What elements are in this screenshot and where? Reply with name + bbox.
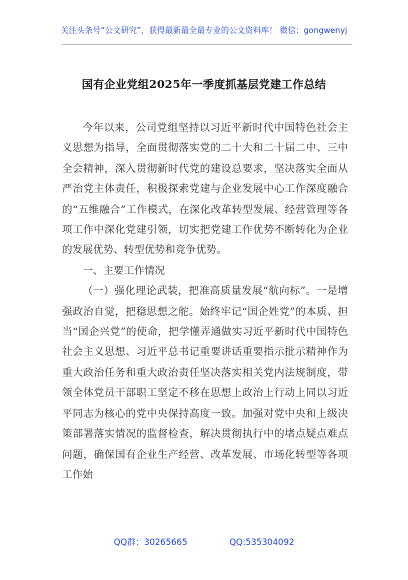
section-paragraph: （一）强化理论武装，把准高质量发展“航向标”。一是增强政治自觉，把稳思想之舵。始终牢记“国企姓党”的本质、担当“国企兴党”的使命，把学懂弄通做实习近平新时代中国特色社会主义思想、习近平总书记重要讲话重要指示批示精神作为重大政治任务和重大政治责任坚决落实相关党内法规制度，带领全体党员干部职工坚定不移在思想上政治上行动上同以习近平同志为核心的党中央保持高度一致。加强对党中央和上级决策部署落实情况的监督检查，解决贯彻执行中的堵点疑点难点问题，确保国有企业生产经营、改革发展、市场化转型等各项工作始 — [62, 285, 348, 481]
document-body — [62, 118, 348, 485]
header-divider — [62, 44, 352, 45]
section-heading: 一、主要工作情况 — [82, 264, 165, 277]
header-banner[interactable]: 关注头条号“公文研究”，获得最新最全最专业的公文资料库！ 微信：gongwenyj — [60, 26, 348, 35]
footer-qq-group[interactable]: QQ群：30265665 — [113, 538, 188, 548]
document-title: 国有企业党组2025年一季度抓基层党建工作总结 — [81, 78, 327, 91]
footer-qq-number[interactable]: QQ:535304092 — [229, 538, 295, 548]
footer-contact — [0, 537, 408, 549]
intro-paragraph: 今年以来，公司党组坚持以习近平新时代中国特色社会主义思想为指导，全面贯彻落实党的二十大和二十届二中、三中全会精神，深入贯彻新时代党的建设总要求，坚决落实全面从严治党主体责任，积极探索党建与企业发展中心工作深度融合的“五维融合”工作模式，在深化改革转型发展、经营管理等各项工作中深化党建引领，切实把党建工作优势不断转化为企业的发展优势、转型优势和竞争优势。 — [62, 122, 348, 257]
